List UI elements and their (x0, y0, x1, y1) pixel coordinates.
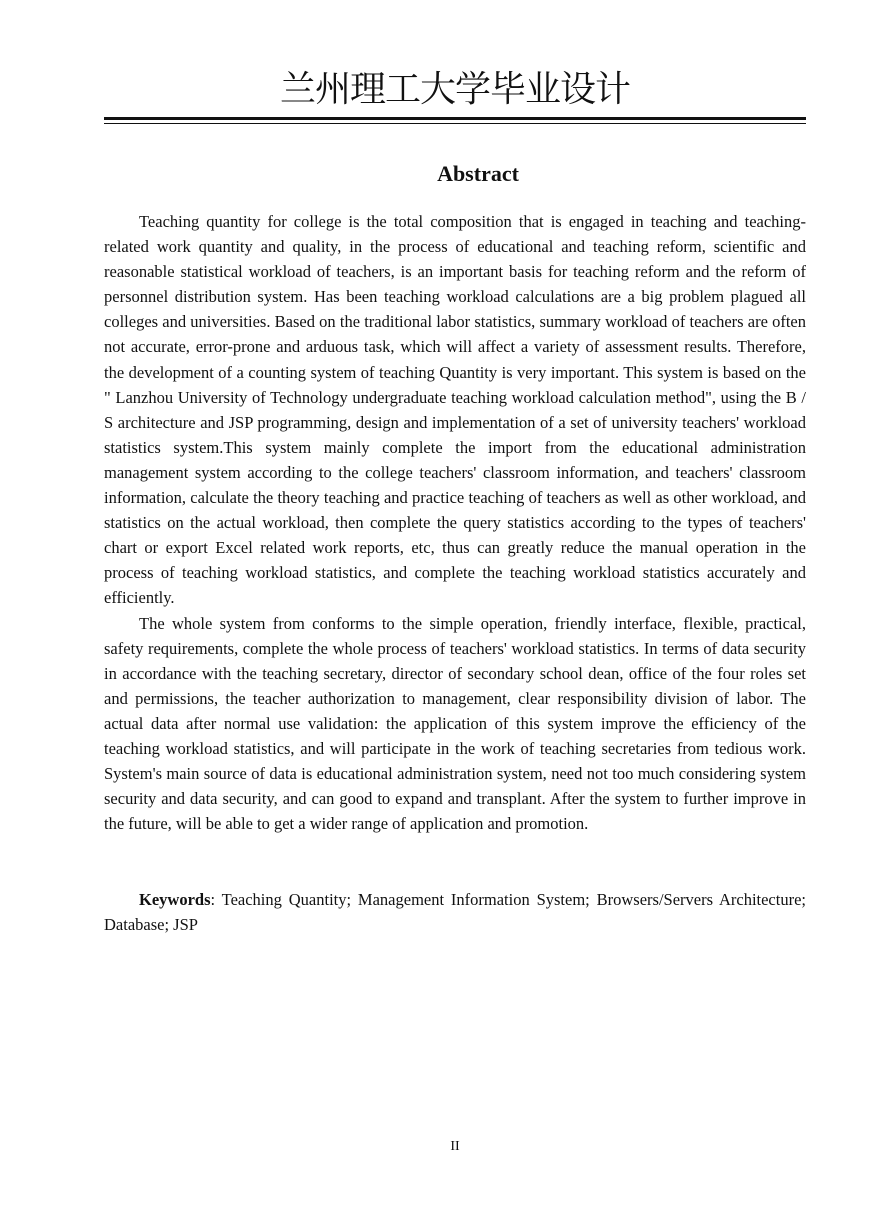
page-number: II (450, 1139, 460, 1154)
abstract-heading: Abstract (437, 161, 519, 186)
keywords-text: Teaching Quantity; Management Information System; Browsers/Servers Architecture; Database; JSP (104, 890, 806, 935)
page-header-title: 兰州理工大学毕业设计 (279, 69, 630, 110)
keywords-line (104, 887, 806, 937)
abstract-paragraph-2: The whole system from conforms to the simple operation, friendly interface, flexible, practical, safety requirements, complete the whole process of teachers' workload statistics. In terms of data security in accordance with the teaching secretary, director of secondary school dean, office of the four roles set and permissions, the teacher authorization to management, clear responsibility division of labor. The actual data after normal use validation: the application of this system improve the efficiency of the teaching workload statistics, and will participate in the work of teaching secretaries from tedious work. System's main source of data is educational administration system, need not too much considering system security and data security, and can good to expand and transplant. After the system to further improve in the future, will be able to get a wider range of application and promotion. (104, 613, 806, 834)
abstract-paragraph-1: Teaching quantity for college is the total composition that is engaged in teaching and teaching-related work quantity and quality, in the process of educational and teaching reform, scientific and reasonable statistical workload of teachers, is an important basis for teaching reform and the reform of personnel distribution system. Has been teaching workload calculations are a big problem plagued all colleges and universities. Based on the traditional labor statistics, summary workload of teachers are often not accurate, error-prone and arduous task, which will affect a variety of assessment results. Therefore, the development of a counting system of teaching Quantity is very important. This system is based on the " Lanzhou University of Technology undergraduate teaching workload calculation method", using the B / S architecture and JSP programming, design and implementation of a set of university teachers' workload statistics system.This system mainly complete the import from the educational administration management system according to the college teachers' classroom information, and teachers' classroom information, calculate the theory teaching and practice teaching of teachers as well as other workload, and statistics on the actual workload, then complete the query statistics according to the types of teachers' chart or export Excel related work reports, etc, thus can greatly reduce the manual operation in the process of teaching workload statistics, and complete the teaching workload statistics accurately and efficiently. (104, 212, 806, 608)
keywords-separator: : (210, 890, 222, 909)
keywords-label: Keywords (139, 890, 211, 909)
header-rule-thick (104, 117, 806, 120)
abstract-body (104, 209, 806, 836)
header-rule-thin (104, 123, 806, 124)
